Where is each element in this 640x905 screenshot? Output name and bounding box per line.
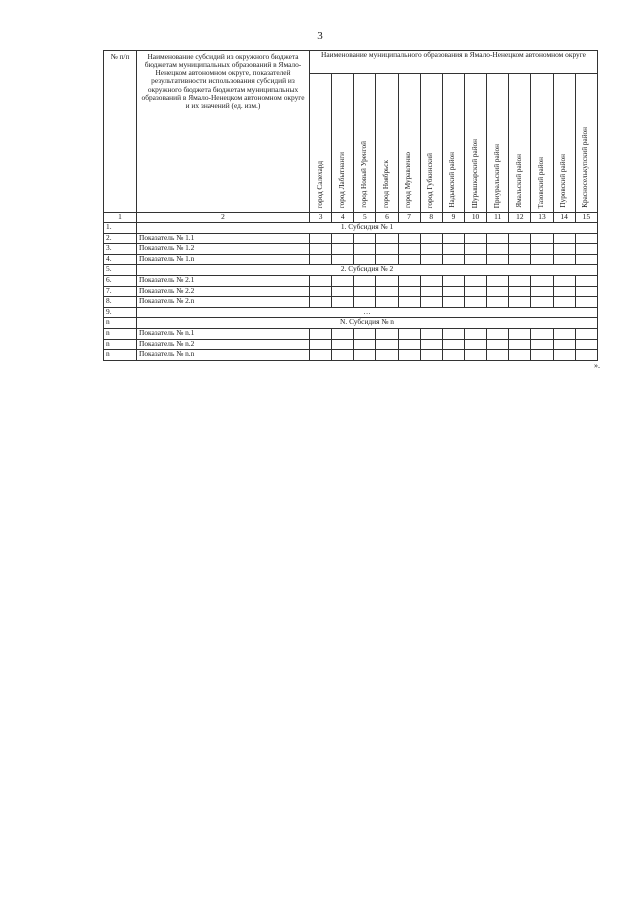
value-cell: [509, 233, 531, 244]
value-cell: [376, 339, 398, 350]
indicator-row: [104, 233, 598, 244]
value-cell: [442, 286, 464, 297]
municipality-name: Тазовский район: [537, 156, 546, 208]
value-cell: [575, 244, 597, 255]
indicator-label: Показатель № 2.2: [137, 286, 310, 297]
indicator-row: [104, 244, 598, 255]
indicator-label: Показатель № 1.2: [137, 244, 310, 255]
municipality-header: [487, 74, 509, 213]
value-cell: [531, 297, 553, 308]
value-cell: [420, 286, 442, 297]
value-cell: [509, 339, 531, 350]
municipality-header: [398, 74, 420, 213]
column-index: 15: [575, 213, 597, 223]
column-index: 14: [553, 213, 575, 223]
value-cell: [398, 350, 420, 361]
indicator-row: [104, 297, 598, 308]
value-cell: [442, 244, 464, 255]
value-cell: [442, 350, 464, 361]
value-cell: [553, 297, 575, 308]
value-cell: [376, 254, 398, 265]
value-cell: [310, 244, 332, 255]
value-cell: [354, 339, 376, 350]
value-cell: [487, 328, 509, 339]
value-cell: [442, 254, 464, 265]
value-cell: [398, 254, 420, 265]
column-index: 6: [376, 213, 398, 223]
indicator-row: [104, 286, 598, 297]
value-cell: [531, 244, 553, 255]
value-cell: [376, 350, 398, 361]
value-cell: [420, 339, 442, 350]
value-cell: [420, 275, 442, 286]
value-cell: [310, 350, 332, 361]
value-cell: [310, 233, 332, 244]
value-cell: [420, 328, 442, 339]
value-cell: [487, 275, 509, 286]
value-cell: [398, 233, 420, 244]
row-number: n: [104, 318, 137, 329]
value-cell: [332, 328, 354, 339]
section-row: [104, 318, 598, 329]
municipality-name: Пуровский район: [559, 154, 568, 208]
value-cell: [332, 233, 354, 244]
value-cell: [464, 233, 486, 244]
value-cell: [464, 339, 486, 350]
value-cell: [531, 254, 553, 265]
municipality-name: город Салехард: [315, 160, 324, 208]
value-cell: [575, 254, 597, 265]
section-row: [104, 265, 598, 276]
value-cell: [354, 254, 376, 265]
indicator-label: Показатель № 2.1: [137, 275, 310, 286]
column-index: 7: [398, 213, 420, 223]
section-title: 1. Субсидия № 1: [137, 223, 598, 234]
column-index-row: [104, 213, 598, 223]
value-cell: [487, 339, 509, 350]
value-cell: [332, 254, 354, 265]
municipality-header: [420, 74, 442, 213]
municipality-name: Шурышкарский район: [470, 138, 479, 208]
closing-quote: ».: [594, 361, 600, 370]
municipality-header: [354, 74, 376, 213]
value-cell: [376, 244, 398, 255]
value-cell: [553, 254, 575, 265]
value-cell: [487, 286, 509, 297]
value-cell: [420, 254, 442, 265]
value-cell: [332, 275, 354, 286]
column-index: 5: [354, 213, 376, 223]
indicator-label: Показатель № n.1: [137, 328, 310, 339]
indicator-label: Показатель № n.2: [137, 339, 310, 350]
value-cell: [354, 328, 376, 339]
value-cell: [509, 244, 531, 255]
municipality-header: [310, 74, 332, 213]
row-number: 1.: [104, 223, 137, 234]
value-cell: [531, 350, 553, 361]
value-cell: [332, 350, 354, 361]
column-index: 11: [487, 213, 509, 223]
municipality-header: [376, 74, 398, 213]
value-cell: [332, 297, 354, 308]
row-number: 9.: [104, 307, 137, 318]
municipality-name: Красноселькупский район: [581, 127, 590, 208]
value-cell: [509, 286, 531, 297]
section-row: [104, 223, 598, 234]
row-number: 8.: [104, 297, 137, 308]
value-cell: [354, 286, 376, 297]
municipality-header: [464, 74, 486, 213]
value-cell: [442, 275, 464, 286]
column-index: 12: [509, 213, 531, 223]
value-cell: [354, 350, 376, 361]
value-cell: [376, 275, 398, 286]
value-cell: [310, 254, 332, 265]
column-index: 8: [420, 213, 442, 223]
value-cell: [376, 286, 398, 297]
value-cell: [531, 233, 553, 244]
municipality-name: город Муравленко: [404, 151, 413, 208]
municipality-header: [575, 74, 597, 213]
value-cell: [464, 244, 486, 255]
value-cell: [310, 297, 332, 308]
value-cell: [487, 254, 509, 265]
row-number: n: [104, 339, 137, 350]
row-number: n: [104, 328, 137, 339]
indicator-row: [104, 339, 598, 350]
indicator-label: Показатель № 1.n: [137, 254, 310, 265]
municipality-name: Ямальский район: [514, 154, 523, 208]
value-cell: [376, 297, 398, 308]
value-cell: [464, 254, 486, 265]
value-cell: [509, 350, 531, 361]
value-cell: [310, 275, 332, 286]
row-number: 7.: [104, 286, 137, 297]
column-index: 10: [464, 213, 486, 223]
value-cell: [442, 233, 464, 244]
value-cell: [310, 339, 332, 350]
section-title: N. Субсидия № n: [137, 318, 598, 329]
municipality-name: город Губкинский: [426, 152, 435, 208]
value-cell: [553, 286, 575, 297]
value-cell: [332, 244, 354, 255]
value-cell: [442, 328, 464, 339]
section-title: …: [137, 307, 598, 318]
header-name: Наименование субсидий из окружного бюджета бюджетам муниципальных образований в Ямало-Ненецком автономном округе, показателей результативности использования субсидий из окружного бюджета бюджетам муниципальных образований в Ямало-Ненецком автономном округе и их значений (ед. изм.): [137, 51, 310, 213]
value-cell: [553, 244, 575, 255]
municipality-name: Надымский район: [448, 152, 457, 208]
value-cell: [575, 339, 597, 350]
indicator-row: [104, 328, 598, 339]
value-cell: [509, 297, 531, 308]
page-number: 3: [317, 30, 323, 42]
value-cell: [376, 233, 398, 244]
value-cell: [376, 328, 398, 339]
municipality-header: [442, 74, 464, 213]
row-number: 4.: [104, 254, 137, 265]
value-cell: [354, 275, 376, 286]
value-cell: [531, 286, 553, 297]
indicator-row: [104, 254, 598, 265]
value-cell: [398, 328, 420, 339]
subsidy-indicators-table: [103, 50, 598, 361]
value-cell: [354, 244, 376, 255]
value-cell: [464, 350, 486, 361]
value-cell: [420, 233, 442, 244]
value-cell: [464, 275, 486, 286]
row-number: 3.: [104, 244, 137, 255]
column-index: 1: [104, 213, 137, 223]
value-cell: [575, 286, 597, 297]
column-index: 2: [137, 213, 310, 223]
column-index: 3: [310, 213, 332, 223]
header-municipalities: Наименование муниципального образования в Ямало-Ненецком автономном округе: [310, 51, 598, 74]
value-cell: [509, 328, 531, 339]
header-num: № п/п: [104, 51, 137, 213]
municipality-name: город Новый Уренгой: [359, 141, 368, 208]
value-cell: [575, 328, 597, 339]
column-index: 13: [531, 213, 553, 223]
municipality-name: город Ноябрьск: [382, 160, 391, 208]
value-cell: [420, 297, 442, 308]
value-cell: [531, 339, 553, 350]
indicator-label: Показатель № n.n: [137, 350, 310, 361]
value-cell: [575, 233, 597, 244]
value-cell: [531, 328, 553, 339]
value-cell: [553, 328, 575, 339]
value-cell: [575, 275, 597, 286]
column-index: 9: [442, 213, 464, 223]
value-cell: [553, 275, 575, 286]
section-row: [104, 307, 598, 318]
value-cell: [509, 275, 531, 286]
value-cell: [509, 254, 531, 265]
value-cell: [442, 297, 464, 308]
value-cell: [310, 286, 332, 297]
municipality-header: [553, 74, 575, 213]
value-cell: [487, 244, 509, 255]
value-cell: [464, 297, 486, 308]
value-cell: [398, 275, 420, 286]
value-cell: [420, 244, 442, 255]
value-cell: [575, 350, 597, 361]
value-cell: [464, 286, 486, 297]
value-cell: [464, 328, 486, 339]
value-cell: [442, 339, 464, 350]
value-cell: [398, 286, 420, 297]
value-cell: [531, 275, 553, 286]
indicator-row: [104, 275, 598, 286]
value-cell: [553, 233, 575, 244]
row-number: 2.: [104, 233, 137, 244]
row-number: n: [104, 350, 137, 361]
value-cell: [354, 297, 376, 308]
value-cell: [420, 350, 442, 361]
value-cell: [354, 233, 376, 244]
value-cell: [487, 350, 509, 361]
value-cell: [553, 350, 575, 361]
row-number: 6.: [104, 275, 137, 286]
value-cell: [398, 339, 420, 350]
value-cell: [398, 244, 420, 255]
municipality-header: [332, 74, 354, 213]
value-cell: [487, 297, 509, 308]
value-cell: [332, 339, 354, 350]
municipality-name: город Лабытнанги: [337, 151, 346, 208]
indicator-row: [104, 350, 598, 361]
municipality-header: [509, 74, 531, 213]
indicator-label: Показатель № 1.1: [137, 233, 310, 244]
value-cell: [398, 297, 420, 308]
indicator-label: Показатель № 2.n: [137, 297, 310, 308]
value-cell: [575, 297, 597, 308]
value-cell: [332, 286, 354, 297]
section-title: 2. Субсидия № 2: [137, 265, 598, 276]
value-cell: [553, 339, 575, 350]
value-cell: [487, 233, 509, 244]
column-index: 4: [332, 213, 354, 223]
row-number: 5.: [104, 265, 137, 276]
municipality-name: Приуральский район: [492, 143, 501, 208]
municipality-header: [531, 74, 553, 213]
value-cell: [310, 328, 332, 339]
